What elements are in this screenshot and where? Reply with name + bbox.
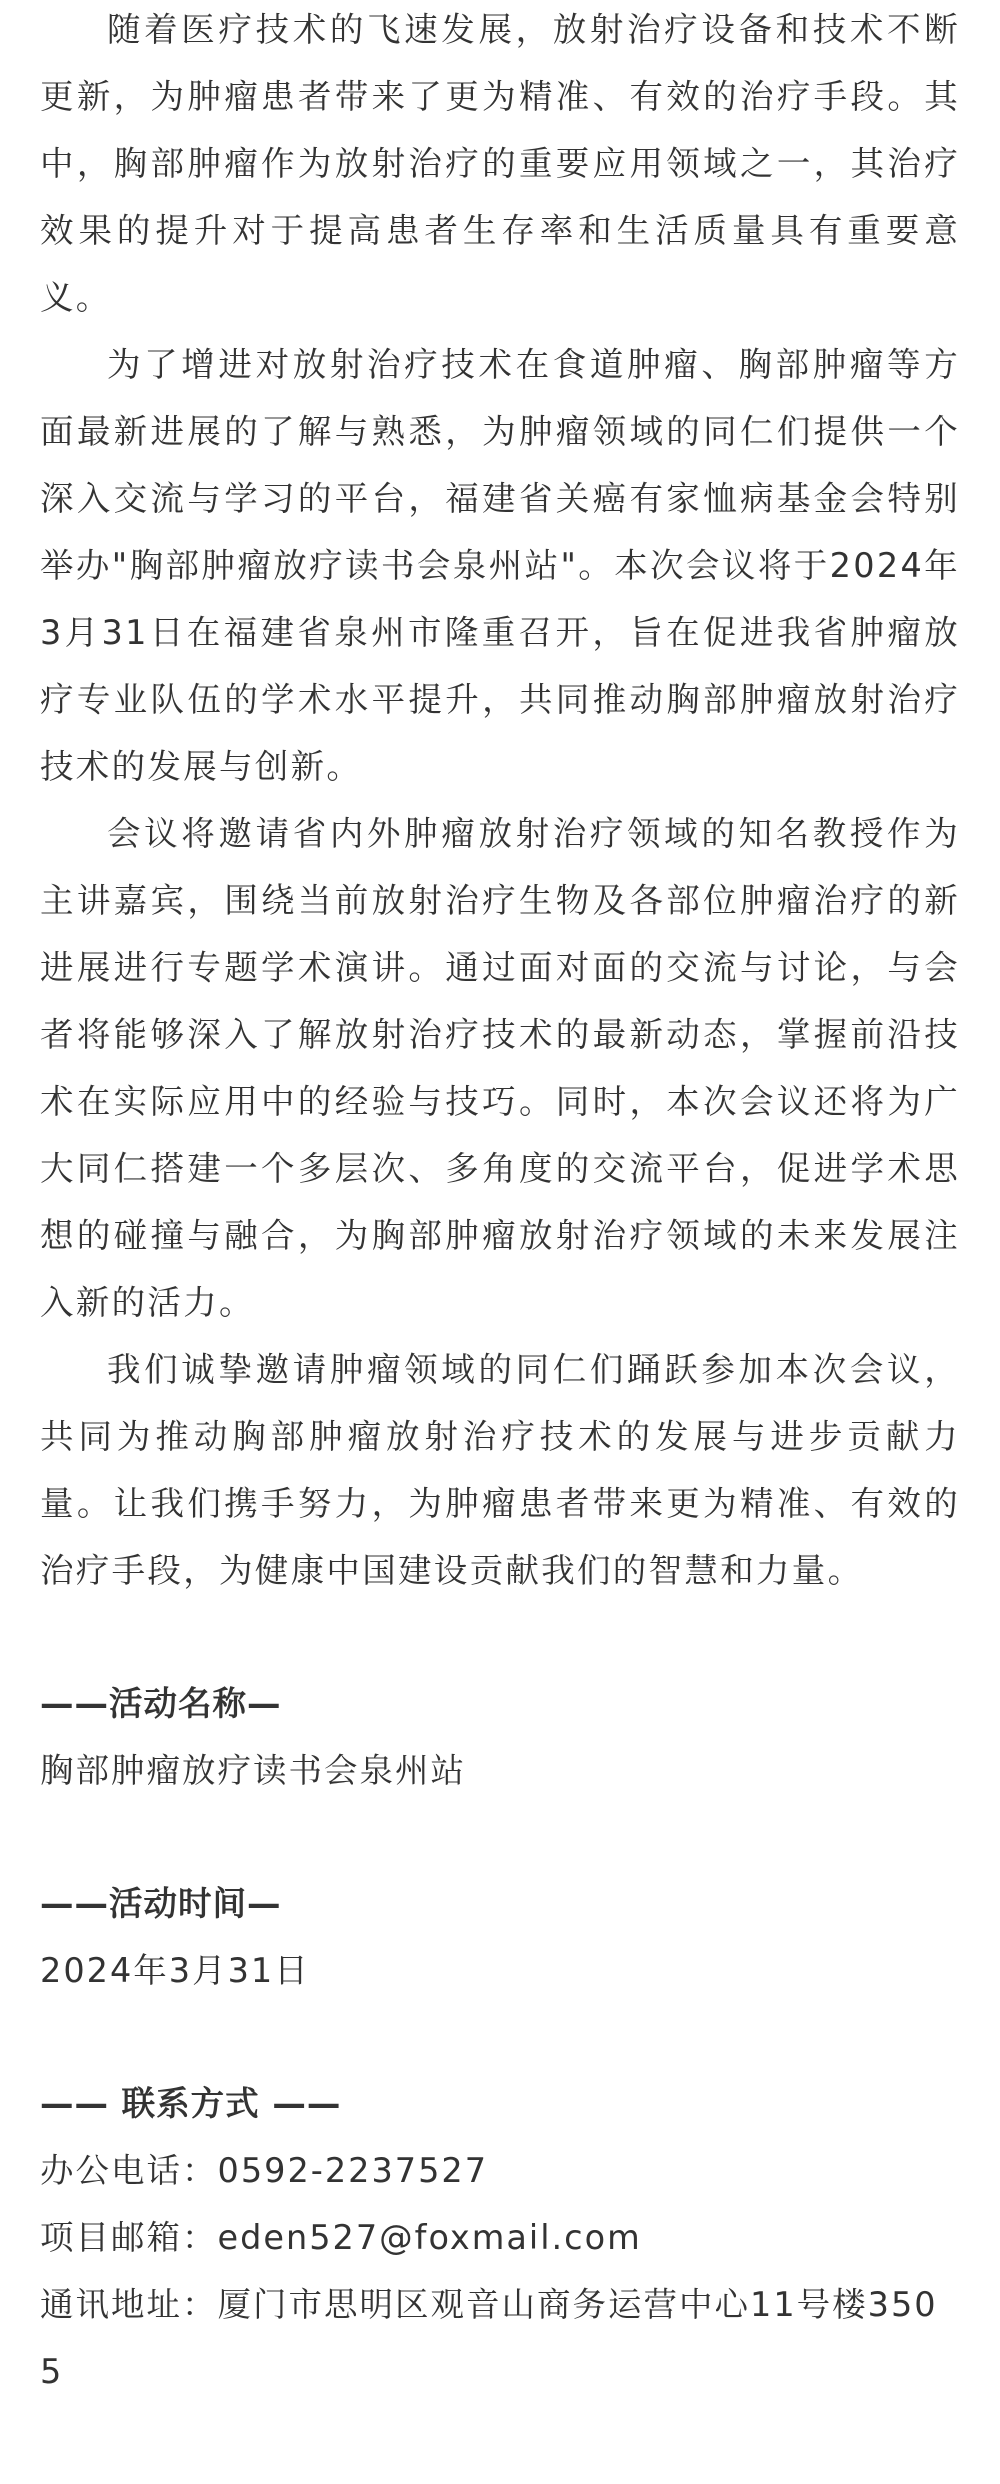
paragraph-intro: 随着医疗技术的飞速发展，放射治疗设备和技术不断更新，为肿瘤患者带来了更为精准、有效的治疗手段。其中，胸部肿瘤作为放射治疗的重要应用领域之一，其治疗效果的提升对于提高患者生存率和生活质量具有重要意义。 — [40, 10, 960, 317]
event-time-section — [40, 1870, 960, 2004]
event-name-section — [40, 1670, 960, 1804]
event-time-value: 2024年3月31日 — [40, 1951, 310, 1990]
contact-phone[interactable]: 办公电话：0592-2237527 — [40, 2151, 489, 2190]
event-name-value: 胸部肿瘤放疗读书会泉州站 — [40, 1751, 466, 1790]
paragraph-invitation: 我们诚挚邀请肿瘤领域的同仁们踊跃参加本次会议，共同为推动胸部肿瘤放射治疗技术的发展与进步贡献力量。让我们携手努力，为肿瘤患者带来更为精准、有效的治疗手段，为健康中国建设贡献我们的智慧和力量。 — [40, 1350, 960, 1590]
contact-email[interactable]: 项目邮箱：eden527@foxmail.com — [40, 2218, 642, 2257]
contact-address: 通讯地址：厦门市思明区观音山商务运营中心11号楼3505 — [40, 2285, 938, 2391]
contact-section — [40, 2070, 960, 2405]
paragraph-purpose: 为了增进对放射治疗技术在食道肿瘤、胸部肿瘤等方面最新进展的了解与熟悉，为肿瘤领域的同仁们提供一个深入交流与学习的平台，福建省关癌有家恤病基金会特别举办"胸部肿瘤放疗读书会泉州站"。本次会议将于2024年3月31日在福建省泉州市隆重召开，旨在促进我省肿瘤放疗专业队伍的学术水平提升，共同推动胸部肿瘤放射治疗技术的发展与创新。 — [40, 345, 960, 786]
event-time-heading: ——活动时间— — [40, 1884, 282, 1923]
paragraph-speakers: 会议将邀请省内外肿瘤放射治疗领域的知名教授作为主讲嘉宾，围绕当前放射治疗生物及各部位肿瘤治疗的新进展进行专题学术演讲。通过面对面的交流与讨论，与会者将能够深入了解放射治疗技术的最新动态，掌握前沿技术在实际应用中的经验与技巧。同时，本次会议还将为广大同仁搭建一个多层次、多角度的交流平台，促进学术思想的碰撞与融合，为胸部肿瘤放射治疗领域的未来发展注入新的活力。 — [40, 814, 960, 1322]
contact-heading: —— 联系方式 —— — [40, 2084, 342, 2123]
event-name-heading: ——活动名称— — [40, 1684, 282, 1723]
